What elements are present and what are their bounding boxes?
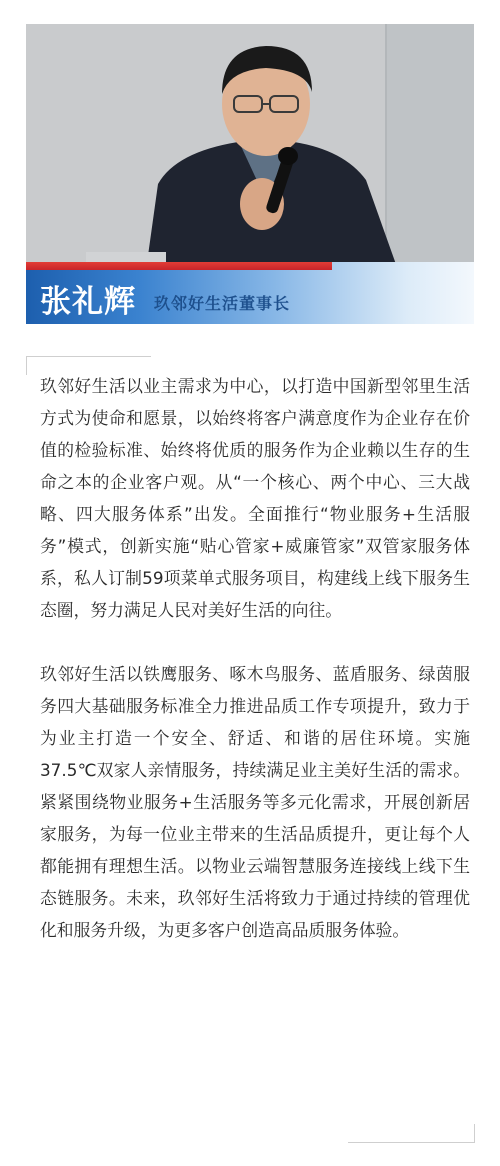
person-title: 玖邻好生活董事长 (154, 294, 291, 313)
paragraph: 玖邻好生活以业主需求为中心，以打造中国新型邻里生活方式为使命和愿景，以始终将客户满意度作为企业存在价值的检验标准、始终将优质的服务作为企业赖以生存的生命之本的企业客户观。从“一个核心、两个中心、三大战略、四大服务体系”出发。全面推行“物业服务+生活服务”模式，创新实施“贴心管家+威廉管家”双管家服务体系，私人订制59项菜单式服务项目，构建线上线下服务生态圈，努力满足人民对美好生活的向往。 (40, 376, 470, 620)
bottom-right-corner-frame (348, 1124, 475, 1143)
person-name: 张礼辉 (40, 284, 136, 320)
portrait-photo (26, 24, 474, 270)
paragraph: 玖邻好生活以铁鹰服务、啄木鸟服务、蓝盾服务、绿茵服务四大基础服务标准全力推进品质工作专项提升，致力于为业主打造一个安全、舒适、和谐的居住环境。实施37.5℃双家人亲情服务，持续满足业主美好生活的需求。紧紧围绕物业服务+生活服务等多元化需求，开展创新居家服务，为每一位业主带来的生活品质提升，更让每个人都能拥有理想生活。以物业云端智慧服务连接线上线下生态链服务。未来，玖邻好生活将致力于通过持续的管理优化和服务升级，为更多客户创造高品质服务体验。 (40, 664, 470, 940)
name-banner (26, 262, 474, 324)
red-accent-bar (26, 262, 332, 270)
portrait-illustration (26, 24, 474, 270)
article-body (40, 370, 470, 946)
